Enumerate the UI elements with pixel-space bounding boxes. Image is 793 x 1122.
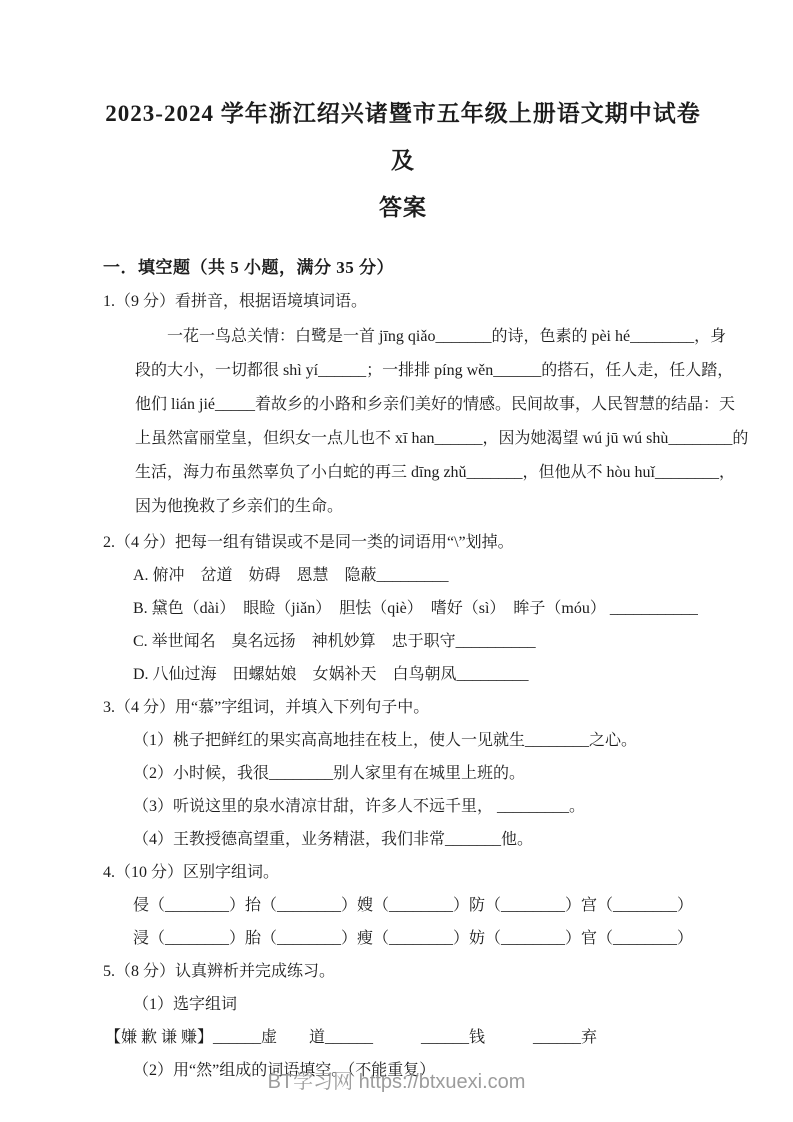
page-title-line-1: 2023-2024 学年浙江绍兴诸暨市五年级上册语文期中试卷及: [105, 101, 701, 173]
page-title: [103, 90, 703, 231]
exam-content: [103, 0, 749, 1087]
question-3-item-1: （1）桃子把鲜红的果实高高地挂在枝上，使人一见就生________之心。: [133, 732, 638, 749]
question-2-item-c: C. 举世闻名 臭名远扬 神机妙算 忠于职守__________: [133, 633, 536, 650]
question-4-row-2: 浸（________）胎（________）瘦（________）妨（________）官（________）: [133, 930, 694, 947]
question-2-stem: 2.（4 分）把每一组有错误或不是同一类的词语用“\”划掉。: [103, 534, 514, 551]
question-1-line-3: 他们 lián jié_____着故乡的小路和乡亲们美好的情感。民间故事，人民智慧的结晶：天: [135, 396, 735, 413]
page-title-line-2: 答案: [379, 195, 427, 220]
question-3-item-4: （4）王教授德高望重，业务精湛，我们非常_______他。: [133, 831, 534, 848]
question-3-item-2: （2）小时候，我很________别人家里有在城里上班的。: [133, 765, 526, 782]
question-1-line-6: 因为他挽救了乡亲们的生命。: [135, 498, 344, 515]
question-1-stem: 1.（9 分）看拼音，根据语境填词语。: [103, 293, 368, 310]
question-3-stem: 3.（4 分）用“慕”字组词，并填入下列句子中。: [103, 699, 430, 716]
question-4-row-1: 侵（________）抬（________）嫂（________）防（________）宫（________）: [133, 897, 694, 914]
question-1-line-2: 段的大小，一切都很 shì yí______；一排排 píng wěn______的搭石，任人走，任人踏，: [135, 362, 734, 379]
section-heading: 一．填空题（共 5 小题，满分 35 分）: [103, 258, 394, 277]
question-2-item-d: D. 八仙过海 田螺姑娘 女娲补天 白鸟朝凤_________: [133, 666, 529, 683]
question-1-line-4: 上虽然富丽堂皇，但织女一点儿也不 xī han______，因为她渴望 wú jū wú shù________的: [135, 430, 749, 447]
question-5-stem: 5.（8 分）认真辨析并完成练习。: [103, 963, 336, 980]
question-5-sub-1: （1）选字组词: [133, 996, 238, 1013]
question-5-sub-2: （2）用“然”组成的词语填空。（不能重复）: [133, 1062, 436, 1079]
question-2-item-a: A. 俯冲 岔道 妨碍 恩慧 隐蔽_________: [133, 567, 449, 584]
footer-watermark: BT学习网 https://btxuexi.com: [267, 1071, 526, 1093]
question-1-line-1: 一花一鸟总关情：白鹭是一首 jīng qiǎo_______的诗，色素的 pèi hé________，身: [167, 328, 727, 345]
question-1-paragraph: [103, 320, 749, 524]
question-5-choice-line: 【嫌 歉 谦 赚】______虚 道______ ______钱 ______弃: [105, 1029, 598, 1046]
question-3-item-3: （3）听说这里的泉水清凉甘甜，许多人不远千里， _________。: [133, 798, 586, 815]
question-4-stem: 4.（10 分）区别字组词。: [103, 864, 280, 881]
question-2-item-b: B. 黛色（dài） 眼睑（jiǎn） 胆怯（qiè） 嗜好（sì） 眸子（móu） ___________: [133, 600, 698, 617]
question-1-line-5: 生活，海力布虽然辜负了小白蛇的再三 dīng zhǔ_______，但他从不 hòu huǐ________，: [135, 464, 735, 481]
